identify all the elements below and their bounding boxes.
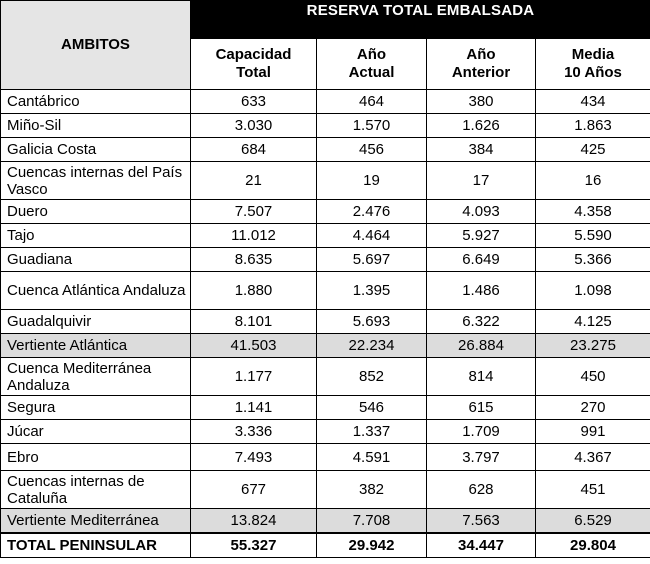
row-name: Cuencas internas del País Vasco <box>1 162 191 200</box>
cell-ano-actual: 5.693 <box>317 310 427 334</box>
table-row <box>1 162 650 200</box>
table-row <box>1 272 650 310</box>
cell-ano-actual: 4.591 <box>317 444 427 471</box>
cell-ano-actual: 1.337 <box>317 420 427 444</box>
cell-media: 5.590 <box>536 224 650 248</box>
row-name: Guadalquivir <box>1 310 191 334</box>
col-header-line1: Capacidad <box>215 46 292 63</box>
cell-capacidad: 1.177 <box>191 358 317 396</box>
row-name: Júcar <box>1 420 191 444</box>
col-header-line2: Total <box>236 64 271 81</box>
row-name: Galicia Costa <box>1 138 191 162</box>
cell-media: 434 <box>536 90 650 114</box>
cell-ano-anterior: 1.486 <box>427 272 536 310</box>
col-header-line2: Anterior <box>451 64 511 81</box>
total-ano-actual: 29.942 <box>317 533 427 558</box>
row-name: Duero <box>1 200 191 224</box>
table-row <box>1 396 650 420</box>
table-row <box>1 310 650 334</box>
table-row <box>1 420 650 444</box>
table-row <box>1 358 650 396</box>
cell-ano-anterior: 628 <box>427 471 536 509</box>
table-row <box>1 90 650 114</box>
cell-capacidad: 8.101 <box>191 310 317 334</box>
row-name: Segura <box>1 396 191 420</box>
cell-ano-anterior: 5.927 <box>427 224 536 248</box>
row-name: Vertiente Atlántica <box>1 334 191 358</box>
row-name: Vertiente Mediterránea <box>1 509 191 534</box>
cell-ano-actual: 5.697 <box>317 248 427 272</box>
col-header-capacidad <box>191 39 317 90</box>
col-header-line2: 10 Años <box>564 64 622 81</box>
table-row <box>1 138 650 162</box>
cell-ano-anterior: 3.797 <box>427 444 536 471</box>
cell-media: 4.358 <box>536 200 650 224</box>
table-row <box>1 200 650 224</box>
table-row <box>1 248 650 272</box>
cell-ano-anterior: 1.709 <box>427 420 536 444</box>
row-name: Cuenca Atlántica Andaluza <box>1 272 191 310</box>
cell-capacidad: 13.824 <box>191 509 317 534</box>
col-header-ano-anterior <box>427 39 536 90</box>
total-media: 29.804 <box>536 533 650 558</box>
cell-media: 1.098 <box>536 272 650 310</box>
cell-media: 6.529 <box>536 509 650 534</box>
row-name: Cantábrico <box>1 90 191 114</box>
cell-ano-actual: 382 <box>317 471 427 509</box>
cell-media: 1.863 <box>536 114 650 138</box>
cell-capacidad: 1.880 <box>191 272 317 310</box>
cell-capacidad: 633 <box>191 90 317 114</box>
cell-capacidad: 21 <box>191 162 317 200</box>
cell-capacidad: 7.507 <box>191 200 317 224</box>
subtotal-row-atlantica <box>1 334 650 358</box>
cell-ano-actual: 546 <box>317 396 427 420</box>
cell-ano-anterior: 7.563 <box>427 509 536 534</box>
cell-ano-anterior: 6.649 <box>427 248 536 272</box>
table-row <box>1 444 650 471</box>
cell-media: 4.125 <box>536 310 650 334</box>
table-row <box>1 471 650 509</box>
cell-ano-anterior: 26.884 <box>427 334 536 358</box>
cell-capacidad: 41.503 <box>191 334 317 358</box>
total-ano-anterior: 34.447 <box>427 533 536 558</box>
cell-ano-actual: 19 <box>317 162 427 200</box>
cell-ano-anterior: 380 <box>427 90 536 114</box>
cell-ano-anterior: 1.626 <box>427 114 536 138</box>
cell-capacidad: 677 <box>191 471 317 509</box>
row-name: Ebro <box>1 444 191 471</box>
cell-ano-actual: 2.476 <box>317 200 427 224</box>
reserva-total-header: RESERVA TOTAL EMBALSADA <box>191 1 650 39</box>
cell-ano-anterior: 384 <box>427 138 536 162</box>
cell-media: 991 <box>536 420 650 444</box>
cell-capacidad: 3.336 <box>191 420 317 444</box>
cell-media: 23.275 <box>536 334 650 358</box>
table-row <box>1 224 650 248</box>
row-name: Guadiana <box>1 248 191 272</box>
cell-ano-actual: 1.395 <box>317 272 427 310</box>
col-header-ano-actual <box>317 39 427 90</box>
cell-media: 425 <box>536 138 650 162</box>
cell-ano-anterior: 17 <box>427 162 536 200</box>
cell-media: 16 <box>536 162 650 200</box>
row-name: Tajo <box>1 224 191 248</box>
cell-ano-actual: 7.708 <box>317 509 427 534</box>
total-capacidad: 55.327 <box>191 533 317 558</box>
cell-ano-actual: 22.234 <box>317 334 427 358</box>
cell-ano-actual: 1.570 <box>317 114 427 138</box>
ambitos-header: AMBITOS <box>1 1 191 90</box>
col-header-line1: Año <box>356 46 387 63</box>
col-header-line2: Actual <box>348 64 395 81</box>
col-header-media <box>536 39 650 90</box>
cell-media: 270 <box>536 396 650 420</box>
total-row <box>1 533 650 558</box>
cell-capacidad: 1.141 <box>191 396 317 420</box>
cell-capacidad: 8.635 <box>191 248 317 272</box>
row-name: Cuenca Mediterránea Andaluza <box>1 358 191 396</box>
cell-capacidad: 11.012 <box>191 224 317 248</box>
col-header-line1: Media <box>571 46 615 63</box>
cell-ano-actual: 456 <box>317 138 427 162</box>
row-name: Miño-Sil <box>1 114 191 138</box>
cell-ano-anterior: 814 <box>427 358 536 396</box>
total-label: TOTAL PENINSULAR <box>1 533 191 558</box>
cell-media: 5.366 <box>536 248 650 272</box>
cell-media: 450 <box>536 358 650 396</box>
cell-capacidad: 3.030 <box>191 114 317 138</box>
cell-ano-anterior: 6.322 <box>427 310 536 334</box>
row-name: Cuencas internas de Cataluña <box>1 471 191 509</box>
cell-ano-anterior: 615 <box>427 396 536 420</box>
cell-ano-actual: 4.464 <box>317 224 427 248</box>
cell-ano-anterior: 4.093 <box>427 200 536 224</box>
col-header-line1: Año <box>466 46 496 63</box>
cell-media: 451 <box>536 471 650 509</box>
cell-ano-actual: 464 <box>317 90 427 114</box>
cell-ano-actual: 852 <box>317 358 427 396</box>
cell-capacidad: 684 <box>191 138 317 162</box>
subtotal-row-mediterranea <box>1 509 650 534</box>
cell-media: 4.367 <box>536 444 650 471</box>
cell-capacidad: 7.493 <box>191 444 317 471</box>
table-row <box>1 114 650 138</box>
